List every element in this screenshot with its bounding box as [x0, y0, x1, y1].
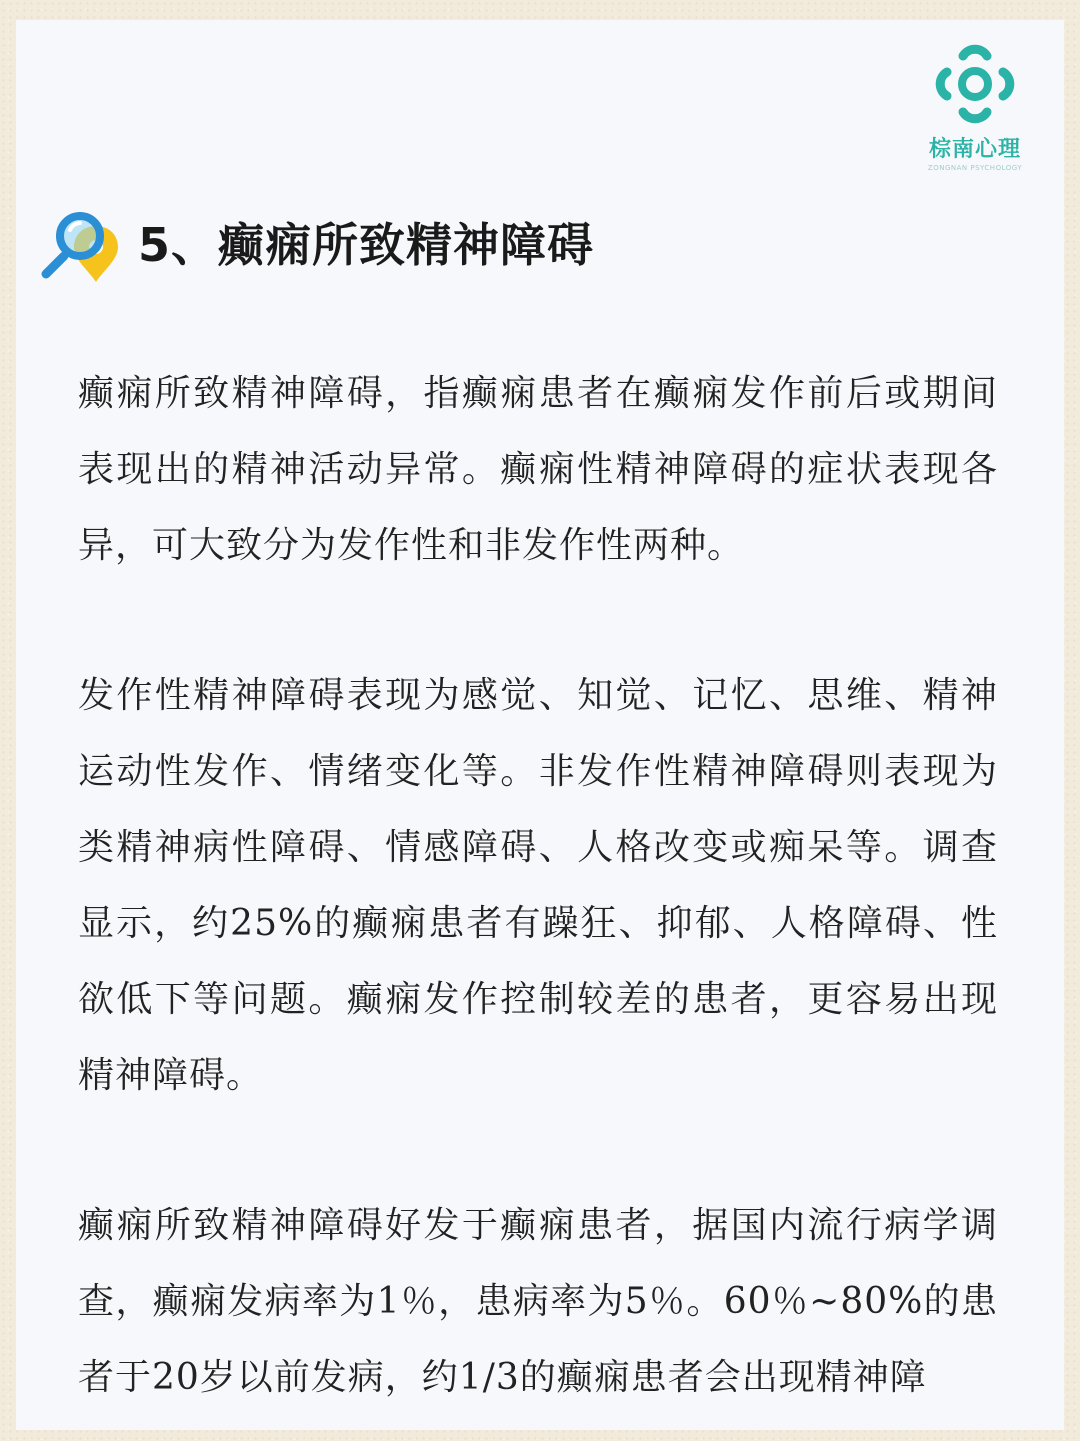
magnifier-location-pin-icon — [34, 196, 126, 288]
content-card — [16, 20, 1064, 1430]
flower-cross-logo-icon — [933, 42, 1017, 126]
paragraph-3: 癫痫所致精神障碍好发于癫痫患者，据国内流行病学调查，癫痫发病率为1％，患病率为5％。60％~80%的患者于20岁以前发病，约1/3的癫痫患者会出现精神障 — [78, 1205, 998, 1398]
article-body — [78, 356, 998, 1430]
brand-subtitle: ZONGNAN PSYCHOLOGY — [927, 164, 1023, 172]
brand-logo — [920, 42, 1030, 172]
section-title: 5、癫痫所致精神障碍 — [138, 218, 595, 272]
paragraph-1: 癫痫所致精神障碍，指癫痫患者在癫痫发作前后或期间表现出的精神活动异常。癫痫性精神障碍的症状表现各异，可大致分为发作性和非发作性两种。 — [78, 373, 998, 566]
section-heading — [34, 196, 594, 288]
brand-name: 棕南心理 — [928, 137, 1021, 162]
paragraph-2: 发作性精神障碍表现为感觉、知觉、记忆、思维、精神运动性发作、情绪变化等。非发作性精神障碍则表现为类精神病性障碍、情感障碍、人格改变或痴呆等。调查显示，约25%的癫痫患者有躁狂、抑郁、人格障碍、性欲低下等问题。癫痫发作控制较差的患者，更容易出现精神障碍。 — [78, 675, 998, 1096]
